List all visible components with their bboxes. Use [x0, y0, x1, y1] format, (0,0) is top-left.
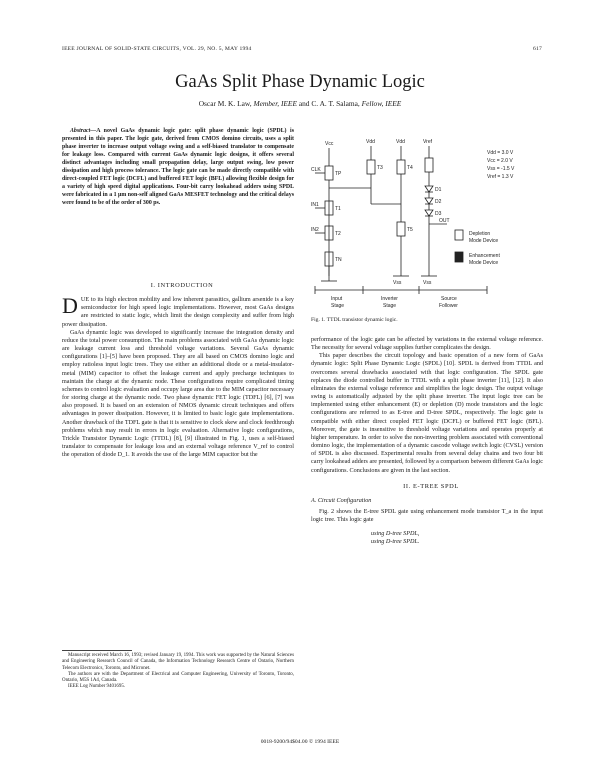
label-d2: D2 — [435, 199, 442, 205]
diode-d3 — [425, 210, 433, 216]
figure-1-caption: Fig. 1. TTDL transistor dynamic logic. — [311, 317, 398, 323]
legend-enhancement-1: Enhancement — [469, 253, 500, 259]
transistor-tp — [325, 166, 333, 180]
diode-d1 — [425, 186, 433, 192]
stage-source-1: Source — [441, 296, 457, 302]
label-vdd-2: Vdd — [396, 139, 405, 145]
label-vss-2: Vss — [423, 280, 432, 286]
page-number: 617 — [533, 46, 542, 52]
drop-cap: D — [62, 293, 78, 319]
transistor-t4 — [397, 160, 405, 174]
stage-input-1: Input — [331, 296, 343, 302]
stage-inverter-2: Stage — [383, 303, 397, 309]
stage-inverter-1: Inverter — [381, 296, 398, 302]
section-heading-etree: II. E-TREE SPDL — [403, 482, 459, 490]
label-tn: TN — [335, 257, 342, 263]
label-d3: D3 — [435, 211, 442, 217]
legend-depletion-1: Depletion — [469, 231, 491, 237]
label-t1: T1 — [335, 206, 341, 212]
paper-title: GaAs Split Phase Dynamic Logic — [175, 72, 425, 92]
author-1-role: Member, IEEE — [253, 99, 297, 108]
footnote-log: IEEE Log Number 9401695. — [68, 684, 126, 690]
author-2-role: Fellow, IEEE — [361, 99, 402, 108]
right-paragraph-2: This paper describes the circuit topology and basic operation of a new form of GaAs dynamic logic: Split Phase Dynamic Logic (SPDL) [10]. SPDL is derived from TTDL and overcomes several drawbacks associated with that logic configuration. The SPDL gate replaces the diode controlled buffer in TTDL with a split phase inverter [11], [12]. It also eliminates the external voltage reference and simplifies the logic design. The output voltage swing is automatically adjusted by the split phase inverter. The input logic tree can be implemented using either enhancement (E) or depletion (D) mode transistors and the logic configurations are referred to as E-tree and D-tree SPDL, respectively. The logic gate is compatible with either direct coupled FET logic (DCFL) or buffered FET logic (BFL). Moreover, the gate is insensitive to threshold voltage variations and operates properly at higher temperature. In order to solve the non-inverting problem associated with conventional domino logic, the implementation of a dynamic cascode voltage switch logic (CVSL) version of SPDL is also discussed. Experimental results from several delay chains and two four bit carry lookahead adders are presented, followed by a comparison between different GaAs logic configurations. Conclusions are given in the last section. — [311, 353, 543, 474]
intro-paragraph-1 — [62, 293, 294, 329]
right-fragment-2: using D-tree SPDL. — [371, 539, 420, 546]
legend-depletion-2: Mode Device — [469, 238, 499, 244]
supply-vcc: Vcc = 2.0 V — [487, 158, 513, 164]
author-connector: and C. A. T. Salama, — [298, 99, 360, 108]
label-t2: T2 — [335, 231, 341, 237]
right-fragment-1: using D-tree SPDL, — [371, 531, 420, 538]
footnote-affiliation: The authors are with the Department of Electrical and Computer Engineering, University of Toronto, Toronto, Ontario, M5S 1A4, Canada. — [62, 671, 294, 684]
figure-1-schematic — [311, 126, 543, 316]
label-tp: TP — [335, 171, 342, 177]
legend-enhancement-2: Mode Device — [469, 260, 499, 266]
supply-vref: Vref = 1.3 V — [487, 174, 514, 180]
transistor-t3 — [367, 160, 375, 174]
label-t5: T5 — [407, 227, 413, 233]
author-line — [0, 99, 600, 108]
label-in1: IN1 — [311, 202, 319, 208]
intro-paragraph-2: GaAs dynamic logic was developed to significantly increase the integration density and reduce the total power consumption. The main problems associated with GaAs dynamic logic are leakage current loss and threshold voltage variations. Several GaAs dynamic configurations [1]–[5] have been proposed. They are all based on CMOS domino logic and employ ratioless input logic trees. They use either an additional diode or a metal-insulator-metal (MIM) capacitor to offset the leakage current and apply precharge techniques to maintain the charge at the dynamic node. These configurations require complicated timing schemes to control logic evaluation and occupy large area due to the MIM capacitor necessary for storing charge at the dynamic node. Two phase dynamic FET logic (TDFL) [6], [7] was also proposed. It is based on an extension of NMOS dynamic circuit techniques and offers advantages in power dissipation. However, it is limited to basic logic gate implementations. Another drawback of the TDFL gate is that it is sensitive to clock skew and clock feedthrough problems which may result in errors in logic evaluation. Alternative logic configurations, Trickle Transistor Dynamic Logic (TTDL) [8], [9] illustrated in Fig. 1, uses a self-biased translator to compensate for leakage loss and an external voltage reference V_ref to control the operation of diode D_1. It avoids the use of the large MIM capacitor but the — [62, 329, 294, 459]
abstract — [62, 128, 294, 208]
label-d1: D1 — [435, 187, 442, 193]
label-t4: T4 — [407, 165, 413, 171]
legend-depletion-symbol — [455, 230, 463, 240]
footnotes — [62, 653, 294, 691]
section-heading-introduction: I. INTRODUCTION — [150, 282, 214, 289]
transistor-t5 — [397, 222, 405, 236]
stage-input-2: Stage — [331, 303, 345, 309]
transistor-tref — [425, 158, 433, 172]
copyright-line: 0018-9200/94$04.00 © 1994 IEEE — [260, 739, 340, 745]
footnote-rule — [62, 650, 132, 651]
intro-p1-text: UE to its high electron mobility and low inherent parasitics, gallium arsenide is a key semiconductor for high speed logic implementations. However, most GaAs designs are restricted to static logic, which limit the design complexity and suffer from high power dissipation. — [62, 297, 294, 328]
right-column-text — [311, 336, 543, 547]
stage-source-2: Follower — [439, 303, 458, 309]
supply-vdd: Vdd = 3.0 V — [487, 150, 514, 156]
diode-d2 — [425, 198, 433, 204]
label-in2: IN2 — [311, 227, 319, 233]
running-header — [62, 46, 542, 56]
abstract-text: A novel GaAs dynamic logic gate: split phase dynamic logic (SPDL) is presented in this paper. The logic gate, derived from CMOS domino circuits, uses a split phase inverter to increase output voltage swing and a self-biased translator to compensate for leakage loss. Compared with current GaAs dynamic logic designs, it offers several distinct advantages including small propagation delay, large output swing, low power dissipation and high process tolerance. The logic gate can be made directly compatible with direct-coupled FET logic (DCFL) and buffered FET logic (BFL) allowing flexible design for a variety of high speed digital applications. Four-bit carry lookahead adders using SPDL were fabricated in a 1 μm non-self aligned GaAs MESFET technology and the critical delays were found to be of the order of 300 ps. — [62, 128, 294, 206]
legend-enhancement-symbol — [455, 252, 463, 262]
label-vref: Vref — [423, 139, 432, 145]
label-vss-1: Vss — [393, 280, 402, 286]
label-vcc: Vcc — [325, 141, 334, 147]
label-out: OUT — [439, 218, 450, 224]
subsection-heading: A. Circuit Configuration — [311, 497, 372, 504]
journal-name: IEEE JOURNAL OF SOLID-STATE CIRCUITS, VOL. 29, NO. 5, MAY 1994 — [62, 46, 252, 52]
footnote-manuscript: Manuscript received March 16, 1993; revised January 19, 1994. This work was supported by the Natural Sciences and Engineering Research Council of Canada, the Information Technology Research Centre of Ontario, Northern Telecom Electronics, Toronto, and Micronet. — [62, 653, 294, 671]
author-1: Oscar M. K. Law, — [198, 99, 252, 108]
label-t3: T3 — [377, 165, 383, 171]
abstract-label: Abstract— — [70, 128, 97, 134]
label-clk: CLK — [311, 167, 321, 173]
introduction — [62, 282, 294, 459]
label-vdd-1: Vdd — [366, 139, 375, 145]
supply-vss: Vss = -1.5 V — [487, 166, 515, 172]
right-paragraph-1: performance of the logic gate can be affected by variations in the external voltage reference. The necessity for several voltage supplies further complicates the design. — [311, 337, 543, 352]
right-paragraph-3: Fig. 2 shows the E-tree SPDL gate using enhancement mode transistor T_a in the input logic tree. This logic gate — [311, 508, 543, 524]
